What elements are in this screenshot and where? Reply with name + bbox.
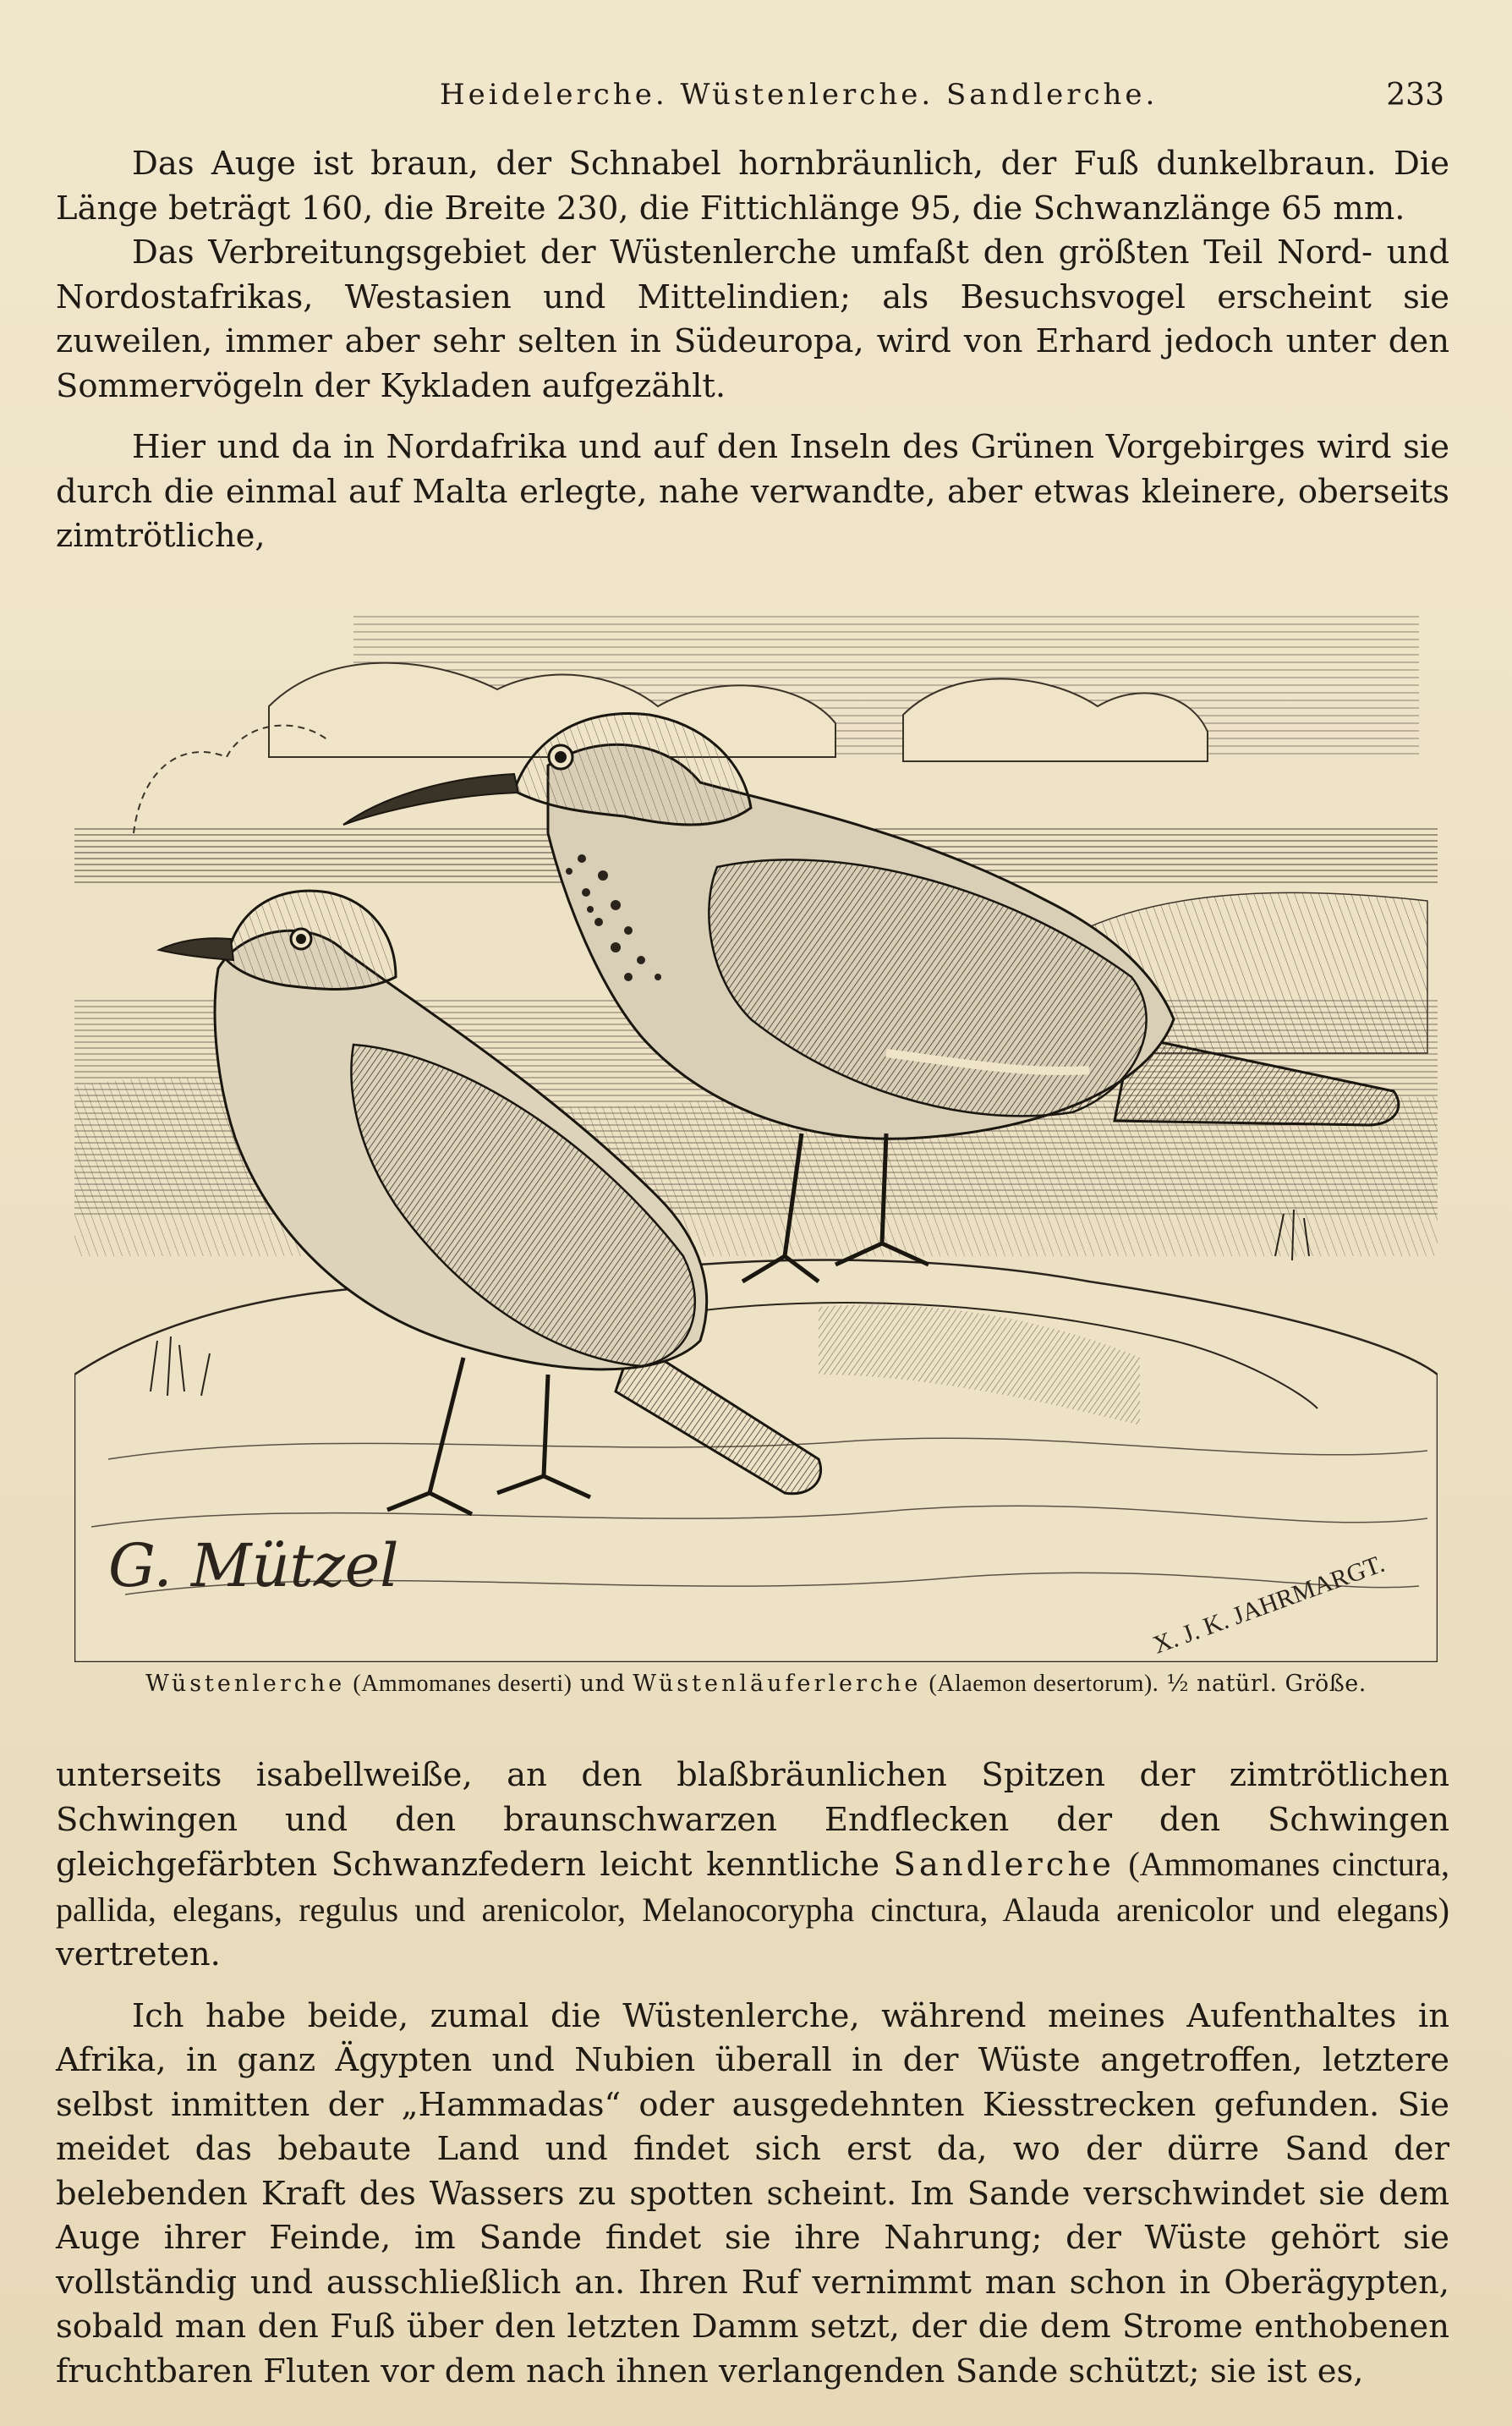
sandlark-lead: unterseits isabellweiße, an den blaßbräunlichen Spitzen der zimtrötlichen Schwingen und den braunschwarzen Endflecken der den Schwingen gleichgefärbten Schwanzfedern leicht kenntliche: [56, 1756, 1449, 1884]
page-number: 233: [1386, 78, 1444, 113]
engraving-larks: [74, 613, 1438, 1662]
caption-scale: ½ natürl. Größe.: [1166, 1671, 1367, 1697]
page-header: [68, 78, 1444, 120]
sandlark-latin-names: (Ammomanes cinctura, pallida, elegans, regulus und arenicolor, Melanocorypha cinctura, Alauda arenicolor und elegans): [56, 1845, 1449, 1929]
sandlark-species-name: Sandlerche: [893, 1846, 1115, 1884]
text-block-top: [56, 142, 1449, 559]
lark-left-beak: [159, 938, 233, 960]
paragraph-observations: Ich habe beide, zumal die Wüstenlerche, während meines Aufenthaltes in Afrika, in ganz Ägypten und Nubien überall in der Wüste angetroffen, letztere selbst inmitten der „Hammadas“ oder ausgedehnten Kiesstrecken gefunden. Sie meidet das bebaute Land und findet sich erst da, wo der dürre Sand der belebenden Kraft des Wassers zu spotten scheint. Im Sande verschwindet sie dem Auge ihrer Feinde, im Sande findet sie ihre Nahrung; der Wüste gehört sie vollständig und ausschließlich an. Ihren Ruf vernimmt man schon in Oberägypten, sobald man den Fuß über den letzten Damm setzt, der die dem Strome enthobenen fruchtbaren Fluten vor dem nach ihnen verlangenden Sande schützt; sie ist es,: [56, 1996, 1449, 2390]
paragraph-eye-size: Das Auge ist braun, der Schnabel hornbräunlich, der Fuß dunkelbraun. Die Länge beträgt 160, die Breite 230, die Fittichlänge 95, die Schwanzlänge 65 mm.: [56, 145, 1449, 228]
lark-right-beak: [343, 774, 518, 825]
bird-illustration: [74, 613, 1438, 1662]
caption-und: und: [579, 1671, 626, 1697]
caption-latin-1: (Ammomanes deserti): [353, 1671, 572, 1697]
caption-name-1: Wüstenlerche: [145, 1671, 346, 1697]
engraver-signature-right: X. J. K. JAHRMARGT.: [1149, 1549, 1389, 1660]
caption-latin-2: (Alaemon desertorum).: [929, 1671, 1159, 1697]
caption-name-2: Wüstenläuferlerche: [633, 1671, 922, 1697]
paragraph-malta: Hier und da in Nordafrika und auf den Inseln des Grünen Vorgebirges wird sie durch die einmal auf Malta erlegte, nahe verwandte, aber etwas kleinere, oberseits zimtrötliche,: [56, 428, 1449, 555]
figure-caption: [0, 1671, 1512, 1698]
sandlark-tail: vertreten.: [56, 1935, 221, 1973]
paragraph-sandlark: [56, 1754, 1449, 1978]
artist-signature-left: G. Mützel: [108, 1531, 399, 1600]
running-head: Heidelerche. Wüstenlerche. Sandlerche.: [440, 78, 1159, 112]
paragraph-distribution: Das Verbreitungsgebiet der Wüstenlerche umfaßt den größten Teil Nord- und Nordostafrikas, Westasien und Mittelindien; als Besuchsvogel erscheint sie zuweilen, immer aber sehr selten in Südeuropa, wird von Erhard jedoch unter den Sommervögeln der Kykladen aufgezählt.: [56, 233, 1449, 405]
text-block-bottom: [56, 1754, 1449, 2394]
